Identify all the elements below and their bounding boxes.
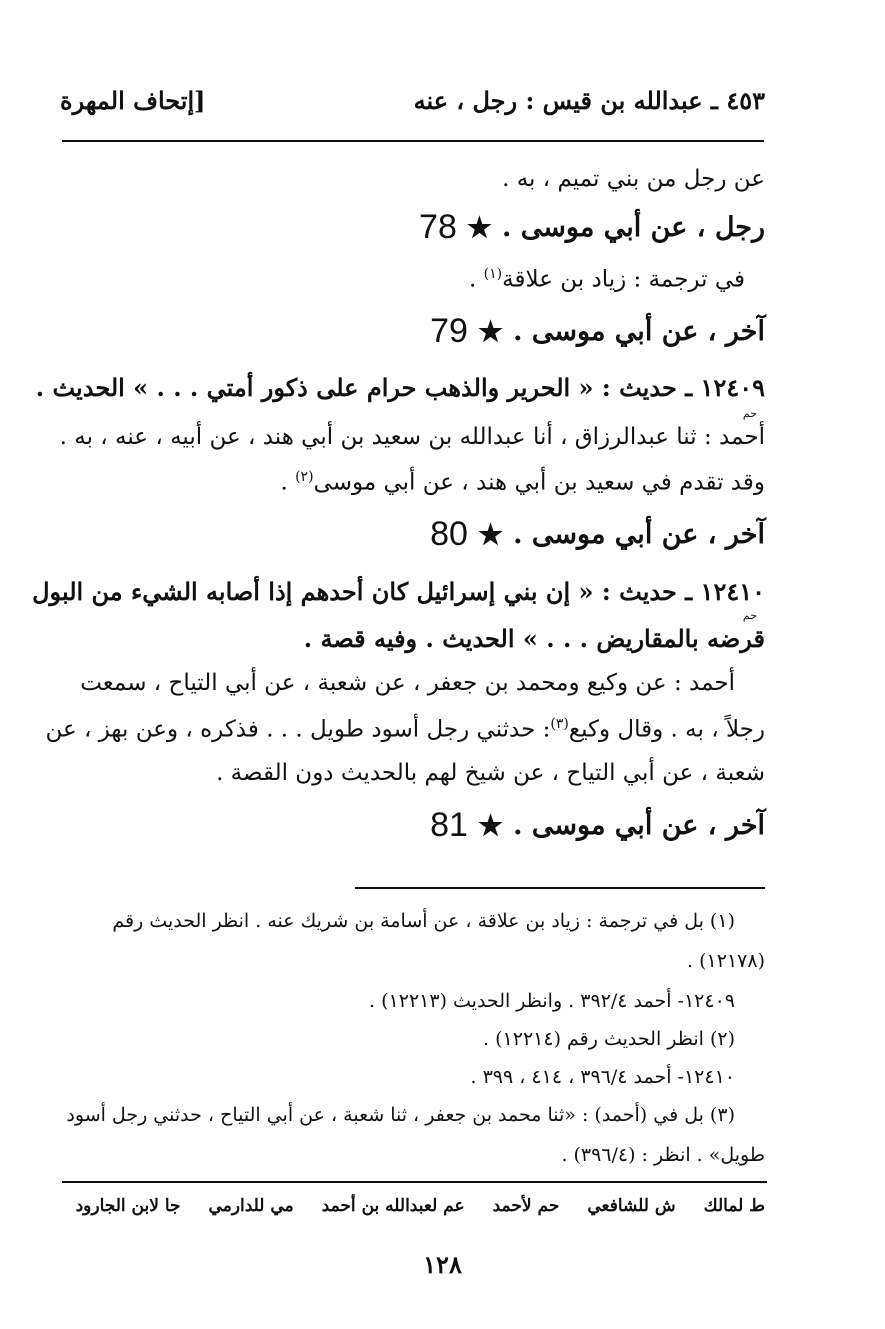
legend-item: ط لمالك [703, 1196, 765, 1216]
footnote-ref: (٢) [295, 469, 314, 485]
narrator-entry-80 [430, 515, 765, 554]
hadith-text-line [60, 469, 765, 496]
legend-item: ش للشافعي [587, 1196, 676, 1216]
narrator-entry-81 [430, 806, 765, 845]
book-title: [إتحاف المهرة [60, 86, 206, 115]
entry-number: 80 [430, 515, 468, 553]
hadith-heading-12409: ١٢٤٠٩ ـ حديث : « الحرير والذهب حرام على ذكور أمتي . . . » الحديث . [35, 373, 765, 402]
footnote-divider [355, 887, 765, 889]
abbreviation-legend [76, 1196, 765, 1216]
line-end: : حدثني رجل أسود طويل . . . فذكره ، وعن بهز ، عن [45, 716, 551, 743]
translation-note [40, 266, 745, 293]
entry-text: آخر ، عن أبي موسى . [513, 316, 765, 347]
line-end: . [280, 469, 296, 496]
hadith-text-line [45, 716, 765, 743]
narrator-entry-79 [430, 312, 765, 351]
note-end: . [469, 266, 484, 293]
running-title: ٤٥٣ ـ عبدالله بن قيس : رجل ، عنه [413, 86, 765, 115]
footnote-ref: (١) [483, 266, 503, 282]
line-text: وقد تقدم في سعيد بن أبي هند ، عن أبي موسى [313, 469, 765, 496]
narrator-entry-78 [419, 208, 765, 247]
entry-number: 81 [430, 806, 468, 844]
legend-item: جا لابن الجارود [75, 1196, 181, 1216]
entry-text: آخر ، عن أبي موسى . [513, 519, 765, 550]
note-text: في ترجمة : زياد بن علاقة [502, 266, 745, 293]
star-icon: ★ [466, 211, 492, 244]
footnote-3: (٣) بل في (أحمد) : «ثنا محمد بن جعفر ، ثنا شعبة ، عن أبي التياح ، حدثني رجل أسود [66, 1104, 735, 1126]
star-icon: ★ [477, 315, 504, 348]
footnote-ref: (٣) [550, 716, 569, 732]
footnote-2: (٢) انظر الحديث رقم (١٢٢١٤) . [483, 1028, 735, 1050]
hadith-text-line: شعبة ، عن أبي التياح ، عن شيخ لهم بالحديث دون القصة . [216, 760, 765, 786]
entry-text: آخر ، عن أبي موسى . [513, 810, 765, 841]
star-icon: ★ [477, 809, 504, 842]
hadith-text-line: أحمد : ثنا عبدالرزاق ، أنا عبدالله بن سعيد بن أبي هند ، عن أبيه ، عنه ، به . [59, 424, 765, 450]
legend-item: عم لعبدالله بن أحمد [321, 1196, 465, 1216]
footnote-1: (١) بل في ترجمة : زياد بن علاقة ، عن أسامة بن شريك عنه . انظر الحديث رقم [112, 910, 735, 932]
footnote-3-cont: طويل» . انظر : (٣٩٦/٤) . [561, 1144, 765, 1166]
legend-item: حم لأحمد [492, 1196, 560, 1216]
source-note-12409: ١٢٤٠٩- أحمد ٣٩٢/٤ . وانظر الحديث (١٢٢١٣) . [369, 990, 735, 1012]
source-mark: حم [742, 609, 757, 622]
entry-number: 78 [419, 208, 457, 246]
hadith-heading-12410-cont: قرضه بالمقاريض . . . » الحديث . وفيه قصة . [303, 624, 765, 653]
entry-text: رجل ، عن أبي موسى . [501, 212, 765, 243]
entry-number: 79 [430, 312, 468, 350]
footnote-1-cont: (١٢١٧٨) . [687, 950, 765, 972]
header-divider [62, 140, 764, 142]
source-mark: حم [742, 407, 757, 420]
hadith-heading-12410: ١٢٤١٠ ـ حديث : « إن بني إسرائيل كان أحدهم إذا أصابه الشيء من البول [32, 577, 765, 606]
source-note-12410: ١٢٤١٠- أحمد ٣٩٦/٤ ، ٤١٤ ، ٣٩٩ . [470, 1066, 735, 1088]
star-icon: ★ [477, 518, 504, 551]
page-number: ١٢٨ [423, 1250, 462, 1279]
line-text: رجلاً ، به . وقال وكيع [568, 716, 765, 743]
legend-divider [62, 1181, 767, 1183]
legend-item: مي للدارمي [208, 1196, 294, 1216]
text-line: عن رجل من بني تميم ، به . [502, 166, 765, 192]
hadith-text-line: أحمد : عن وكيع ومحمد بن جعفر ، عن شعبة ، عن أبي التياح ، سمعت [80, 670, 735, 696]
